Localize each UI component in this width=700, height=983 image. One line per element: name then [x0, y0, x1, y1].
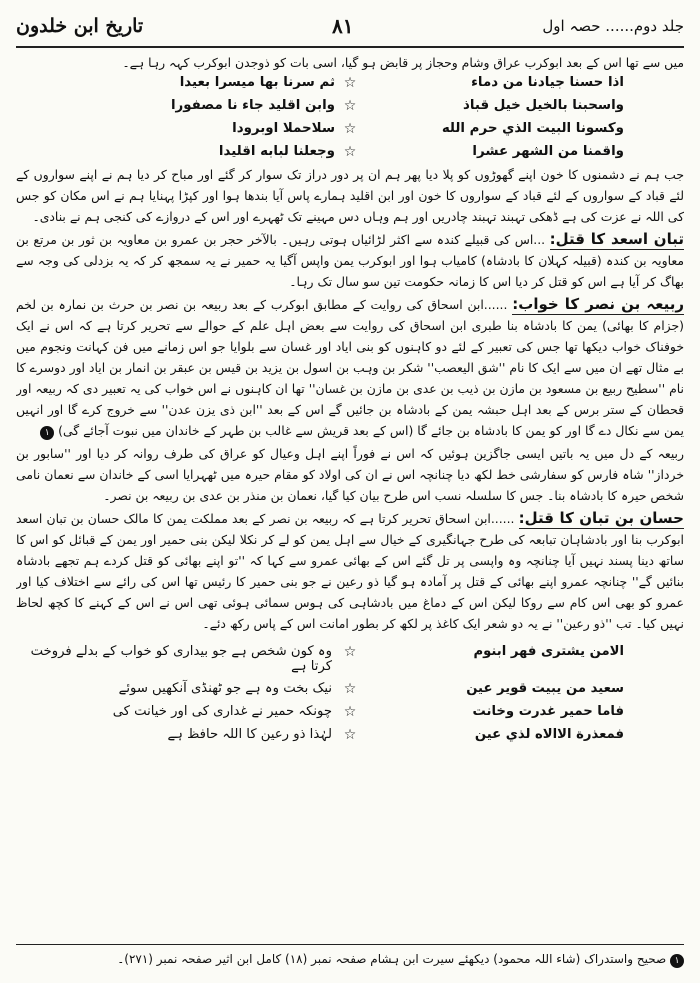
verse-translation: لہٰذا ذو رعین کا اللہ حافظ ہے [167, 727, 332, 742]
star-icon: ☆ [343, 98, 357, 114]
footnote-marker: ۱ [670, 954, 684, 968]
footnote [16, 944, 684, 975]
verse-hemistich: واقمنا من الشهر عشرا [472, 144, 624, 159]
section-heading: حسان بن تبان کا قتل: [518, 509, 684, 527]
book-title: تاریخ ابن خلدون [16, 15, 144, 37]
verse-block-1 [16, 75, 684, 160]
page-content [16, 52, 684, 939]
verse-arabic: فمعذرة الاالاه لذي عين [474, 727, 624, 742]
verse-translation: چونکہ حمیر نے غداری کی اور خیانت کی [112, 704, 332, 719]
verse-block-2 [16, 644, 684, 743]
star-icon: ☆ [343, 727, 357, 743]
verse-hemistich: ثم سرنا بها ميسرا بعيدا [179, 75, 335, 90]
section-text: ......ابن اسحاق کی روایت کے مطابق ابوکرب کے بعد ربیعہ بن نصر بن حرث بن نمارہ بن لخم (جزام کا بھائی) یمن کا بادشاہ بنا طبری ابن اسحاق کی روایت سے بعض اہل علم کے حوالے سے تحریر کرتا ہے کہ اس نے ایک خوفناک خواب دیکھا تھا جس کی تعبیر کے لئے دو کاہنوں کو بنی ایاد اور غسان سے بلوایا جو اس زمانے میں فن کہانت ونجوم میں بے مثال تھے ان میں سے ایک کا نام ''شق الیعصب'' شکر بن وہب بن اسول بن یزید بن قیس بن عبقر بن انمار بن ایاد اور دوسرے کا نام ''سطیح ربیع بن مسعود بن مازن بن ذیب بن عدی بن مازن بن غسان'' تھا ان کاہنوں نے اس خواب کی یہ تعبیر دی کہ ربیعہ اور قحطان کے ستر برس کے بعد اہل حبشہ یمن کے بادشاہ بن جائیں گے اس کے بعد ''ابن ذی یزن عدن'' سے خروج کرے گا اور انہیں یمن سے نکال دے گا اور کو یمن کا بادشاہ بن جائے گا (اس کے بعد قریش سے غالب بن طہر کے خاندان میں نبوت آجائے گی) [16, 297, 684, 438]
intro-line: میں سے تھا اس کے بعد ابوکرب عراق وشام وحجاز پر قابض ہو گیا، اسی بات کو ذوجدن ابوکرب کہہ رہا ہے۔ [122, 55, 684, 70]
section-rabia-dream [16, 294, 684, 441]
volume-label: جلد دوم...... حصہ اول [542, 17, 684, 35]
verse-translation: نیک بخت وہ ہے جو ٹھنڈی آنکھیں سوئے [118, 681, 332, 696]
verse-arabic: فاما حمير غدرت وخانت [472, 704, 624, 719]
section-text: ...اس کی قبیلے کندہ سے اکثر لڑائیاں ہوتی رہیں۔ بالآخر حجر بن عمرو بن معاویہ بن ثور بن مرتع بن معاویہ بن کندہ (قبیلہ کہلان کا بادشاہ) کامیاب ہوا اور ابوکرب یمن واپس آگیا یہ حمیر نے یہ سمجھ کر کہ یہ بزدلی کی وجہ سے بھاگ کر آیا ہے اس کو قتل کر دیا اس کا زمانہ حکومت تین سو سال تک رہا۔ [16, 232, 684, 289]
verse-hemistich: واسحبنا بالخيل خيل قباذ [462, 98, 624, 113]
star-icon: ☆ [343, 144, 357, 160]
section-hassan-killing [16, 508, 684, 634]
star-icon: ☆ [343, 704, 357, 720]
star-icon: ☆ [343, 681, 357, 697]
star-icon: ☆ [343, 121, 357, 137]
verse-hemistich: وكسونا البيت الذي حرم الله [441, 121, 624, 136]
verse-hemistich: اذا حسنا جيادنا من دماء [471, 75, 624, 90]
section-tubban-asad [16, 229, 684, 292]
section-text: ......ابن اسحاق تحریر کرتا ہے کہ ربیعہ بن نصر کے بعد مملکت یمن کا مالک حسان بن تبان اسعد ابوکرب بنا اور بادشاہان تبابعہ کی طرح جہانگیری کے خیال سے اہل یمن کو لے کر نکلا لیکن بنی حمیر اور یمن کے قبائل کو اس کا ساتھ دینا پسند نہیں آیا چنانچہ وہ واپسی پر تل گئے اس کے بھائی عمرو سے کہا کہ ''تو اپنے بھائی کو قتل کردے ہم تجھے بادشاہ بنائیں گے'' چنانچہ عمرو اپنے بھائی کے قتل پر آمادہ ہو گیا ذو رعین نے جو بنی حمیر کا رئیس تھا اس کی رائے سے اختلاف کیا اور عمرو کو بھی اس کام سے روکا لیکن اس کے دماغ میں بادشاہی کی ہوس سمائی ہوئی تھی اس نے اس کے کہنے کا کچھ لحاظ نہیں کیا۔ تب ''ذو رعین'' نے یہ دو شعر ایک کاغذ پر لکھ کر بطور امانت اس کے پاس رکھ دئے۔ [16, 511, 684, 631]
section-heading: ربیعہ بن نصر کا خواب: [512, 295, 684, 313]
verse-hemistich: وجعلنا لبابه اقليدا [218, 144, 335, 159]
verse-hemistich: وابن اقليد جاء نا مصفورا [170, 98, 335, 113]
paragraph-translation: جب ہم نے دشمنوں کا خون اپنے گھوڑوں کو پلا دیا پھر ہم ان پر دور دراز تک سوار کر گئے اور مباح کر دیا ہم نے اپنے سواروں کے لئے قباد کے سواروں کے لئے قباد کے سواروں کا خون اور ابن اقلید ہمارے پاس آیا بندھا ہوا اور کپڑا پہنایا ہم نے اس مکان کو جس کی اللہ نے عزت کی ہے ڈھکی تہبند تہبند چادریں اور ہم وہاں دس مہینے تک ٹھہرے اور اس کے دروازے کی کنجی ہم نے بنادی۔ [16, 167, 684, 224]
page-number: ۸۱ [332, 14, 354, 38]
verse-arabic: سعيد من يبيت قوير عين [466, 681, 624, 696]
page-header [16, 6, 684, 48]
verse-arabic: الامن يشترى فهر ابنوم [473, 644, 624, 659]
paragraph-rabia-family: ربیعہ کے دل میں یہ باتیں ایسی جاگزین ہوئیں کہ اس نے فوراً اپنے اہل وعیال کو عراق کی طرف روانہ کر دیا اور ''سابور بن خرداز'' شاہ فارس کو سفارشی خط لکھ دیا چنانچہ اس نے ان کی اولاد کو مقام حیرہ میں ٹھہرایا اسی کے خاندان سے نعمان نامی شخص حیرہ کا بادشاہ بنا۔ جس کا سلسلہ نسب اس طرح بیان کیا گیا، نعمان بن منذر بن عدی بن ربیعہ بن نصر۔ [16, 446, 684, 503]
section-heading: تبان اسعد کا قتل: [549, 230, 684, 248]
star-icon: ☆ [343, 644, 357, 660]
verse-translation: وہ کون شخص ہے جو بیداری کو خواب کے بدلے فروخت کرتا ہے [30, 644, 332, 674]
footnote-marker: ۱ [40, 426, 54, 440]
footnote-text: صحیح واستدراک (شاء اللہ محمود) دیکھئے سیرت ابن ہشام صفحہ نمبر (۱۸) کامل ابن اثیر صفحہ نمبر (۲۷۱)۔ [117, 952, 667, 966]
verse-hemistich: سلاحملا اوبرودا [232, 121, 335, 136]
star-icon: ☆ [343, 75, 357, 91]
